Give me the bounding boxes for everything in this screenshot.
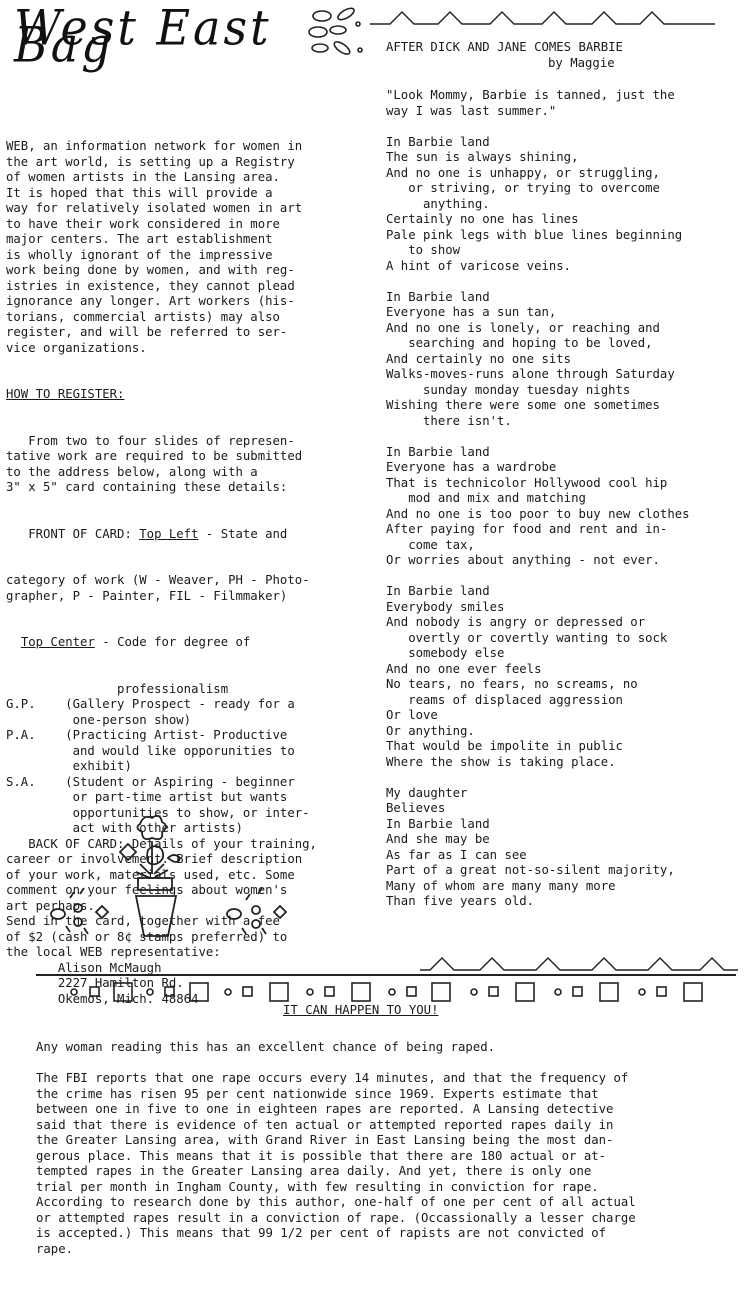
second-article-line: According to research done by this author, one-half of one per cent of all actual [36, 1195, 636, 1209]
article-line: career or involvement. Brief description [6, 852, 303, 866]
poem-line: anything. [386, 196, 490, 211]
poem-line: come tax, [386, 537, 475, 552]
poem-line [386, 770, 736, 786]
article-line: 2227 Hamilton Rd. [6, 976, 184, 990]
article-line: category of work (W - Weaver, PH - Photo- [6, 573, 310, 587]
poem-line: And no one is lonely, or reaching and [386, 320, 660, 335]
article-line: ignorance any longer. Art workers (his- [6, 294, 295, 308]
article-line: Okemos, Mich. 48864 [6, 991, 199, 1006]
front-rest: - State and [198, 526, 288, 541]
article-line: is wholly ignorant of the impressive [6, 247, 273, 262]
top-wave-divider [370, 8, 720, 28]
front-of-card-text [6, 573, 378, 604]
poem-line: And no one is too poor to buy new clothes [386, 506, 690, 521]
top-center-label: Top Center [20, 635, 95, 649]
article-line: Alison McMaugh [6, 960, 162, 975]
second-article-line: the crime has risen 95 per cent nationwide since 1969. Experts estimate that [36, 1086, 599, 1101]
poem-line: Everyone has a sun tan, [386, 305, 557, 319]
article-line: WEB, an information network for women in [6, 139, 303, 153]
poem-line: sunday monday tuesday nights [386, 382, 631, 397]
poem-line: Than five years old. [386, 894, 535, 908]
poem-line: After paying for food and rent and in- [386, 522, 668, 536]
poem-line: Where the show is taking place. [386, 754, 616, 769]
poem-wave-divider [420, 952, 740, 974]
article-line: vice organizations. [6, 340, 147, 355]
poem-line: Everyone has a wardrobe [386, 460, 557, 474]
second-article-line: is accepted.) This means that 99 1/2 per cent of rapists are not convicted of [36, 1226, 607, 1240]
masthead-title: West East Bag [14, 0, 272, 73]
section-divider-line [36, 974, 736, 976]
front-of-card-line [6, 527, 378, 543]
poem-line: Many of whom are many many more [386, 878, 616, 893]
front-prefix: FRONT OF CARD: [6, 526, 140, 541]
article-line: BACK OF CARD: Details of your training, [6, 836, 317, 851]
poem-line: And nobody is angry or depressed or [386, 615, 646, 629]
poem-line [386, 569, 736, 585]
squares-circles-border [70, 980, 720, 1004]
poem-line: way I was last summer." [386, 103, 557, 118]
article-line: to the address below, along with a [6, 464, 258, 479]
poem-line: Everybody smiles [386, 599, 505, 614]
poem-line: As far as I can see [386, 847, 527, 862]
article-line: to have their work considered in more [6, 216, 280, 231]
second-article-line: Any woman reading this has an excellent chance of being raped. [36, 1040, 496, 1054]
second-article-line: tempted rapes in the Greater Lansing area daily. And yet, there is only one [36, 1164, 592, 1178]
flower-pot-illustration-icon [40, 812, 340, 982]
top-center-line [6, 635, 378, 651]
poem-line: In Barbie land [386, 289, 490, 304]
poem-line: And no one ever feels [386, 661, 542, 676]
poem-line: Certainly no one has lines [386, 212, 579, 226]
poem-line: My daughter [386, 785, 468, 800]
article-line: opportunities to show, or inter- [6, 805, 310, 820]
poem-line: Or worries about anything - not ever. [386, 553, 660, 567]
article-line: one-person show) [6, 712, 192, 727]
article-line: and would like opporunities to [6, 743, 295, 758]
poem-line: to show [386, 243, 461, 257]
article-line: the local WEB representative: [6, 945, 221, 959]
second-article-line: the Greater Lansing area, with Grand River in East Lansing being the most dan- [36, 1133, 614, 1147]
poem-line: In Barbie land [386, 134, 490, 149]
article-line: G.P. (Gallery Prospect - ready for a [6, 697, 295, 711]
second-article-line: or attempted rapes result in a conviction of rape. (Occassionally a lesser charge [36, 1210, 636, 1225]
second-article-line: rape. [36, 1241, 74, 1256]
poem-line: In Barbie land [386, 816, 490, 831]
poem-line: And she may be [386, 832, 490, 846]
article-line: 3" x 5" card containing these details: [6, 480, 288, 494]
poem-line: A hint of varicose veins. [386, 258, 572, 273]
article-line: professionalism [6, 681, 229, 696]
article-line: of women artists in the Lansing area. [6, 170, 280, 184]
poem-line: searching and hoping to be loved, [386, 336, 653, 350]
article-line: istries in existence, they cannot plead [6, 278, 295, 293]
article-line: comment on your feelings about women's [6, 883, 288, 897]
poem-line: "Look Mommy, Barbie is tanned, just the [386, 88, 675, 102]
article-line: way for relatively isolated women in art [6, 201, 303, 215]
article-line: grapher, P - Painter, FIL - Filmmaker) [6, 588, 288, 603]
front-label: Top Left [139, 526, 199, 541]
decorative-ovals-icon [300, 6, 380, 60]
poem-line: Walks-moves-runs alone through Saturday [386, 367, 675, 381]
poem-line: The sun is always shining, [386, 150, 579, 164]
poem-line: And certainly no one sits [386, 351, 572, 366]
poem-line: or striving, or trying to overcome [386, 181, 660, 195]
article-line: major centers. The art establishment [6, 232, 273, 246]
article-line: Send in the card, together with a fee [6, 914, 280, 928]
second-article-line: trial per month in Ingham County, with few resulting in conviction for rape. [36, 1179, 599, 1194]
poem-line: overtly or covertly wanting to sock [386, 630, 668, 645]
poem-line: Pale pink legs with blue lines beginning [386, 227, 683, 242]
poem-line: mod and mix and matching [386, 491, 586, 505]
poem-title: AFTER DICK AND JANE COMES BARBIE [386, 40, 623, 54]
second-article-body [36, 1040, 736, 1257]
poem-body [386, 88, 736, 910]
poem-byline: by Maggie [548, 56, 615, 70]
article-intro [6, 139, 378, 356]
second-article-line: gerous place. This means that it is possible that there are 180 actual or at- [36, 1148, 607, 1163]
article-line: of your work, materials used, etc. Some [6, 867, 295, 882]
poem-line [386, 119, 736, 135]
article-line: act with other artists) [6, 821, 243, 835]
article-line: tative work are required to be submitted [6, 449, 303, 463]
article-line: of $2 (cash or 8¢ stamps preferred) to [6, 929, 288, 944]
poem-line: In Barbie land [386, 444, 490, 459]
poem-line [386, 429, 736, 445]
poem-line: Part of a great not-so-silent majority, [386, 863, 675, 877]
article-line: From two to four slides of represen- [6, 433, 295, 448]
article-line: work being done by women, and with reg- [6, 263, 295, 277]
how-to-register-heading: HOW TO REGISTER: [6, 387, 125, 401]
second-article-heading: IT CAN HAPPEN TO YOU! [283, 1003, 439, 1017]
poem-line: Or anything. [386, 723, 475, 738]
poem-line: Wishing there were some one sometimes [386, 398, 660, 412]
article-line: P.A. (Practicing Artist- Productive [6, 728, 288, 742]
poem-line [386, 274, 736, 290]
poem-line: That is technicolor Hollywood cool hip [386, 475, 668, 490]
top-center-prefix [6, 635, 21, 649]
poem-line: No tears, no fears, no screams, no [386, 677, 638, 691]
article-line: art perhaps. [6, 898, 95, 913]
poem-line: reams of displaced aggression [386, 692, 623, 707]
poem-line: Or love [386, 708, 438, 722]
second-article-line: said that there is evidence of ten actual or attempted reported rapes daily in [36, 1117, 614, 1132]
article-line: register, and will be referred to ser- [6, 325, 288, 339]
article-line: or part-time artist but wants [6, 790, 288, 804]
article-line: S.A. (Student or Aspiring - beginner [6, 774, 295, 789]
article-line: It is hoped that this will provide a [6, 185, 273, 200]
second-article-line: The FBI reports that one rape occurs every 14 minutes, and that the frequency of [36, 1071, 629, 1085]
poem-line: In Barbie land [386, 584, 490, 598]
poem-line: That would be impolite in public [386, 739, 623, 753]
article-line: exhibit) [6, 759, 132, 773]
how-to-register-text [6, 434, 378, 496]
top-center-rest: - Code for degree of [94, 635, 251, 649]
poem-line: Believes [386, 801, 446, 815]
article-line: torians, commercial artists) may also [6, 309, 280, 324]
poem-line: there isn't. [386, 413, 512, 428]
second-article-line: between one in five to one in eighteen rapes are reported. A Lansing detective [36, 1102, 614, 1116]
poem-line: somebody else [386, 646, 505, 660]
article-line: the art world, is setting up a Registry [6, 154, 295, 169]
second-article-line [36, 1056, 736, 1072]
poem-line: And no one is unhappy, or struggling, [386, 165, 660, 180]
